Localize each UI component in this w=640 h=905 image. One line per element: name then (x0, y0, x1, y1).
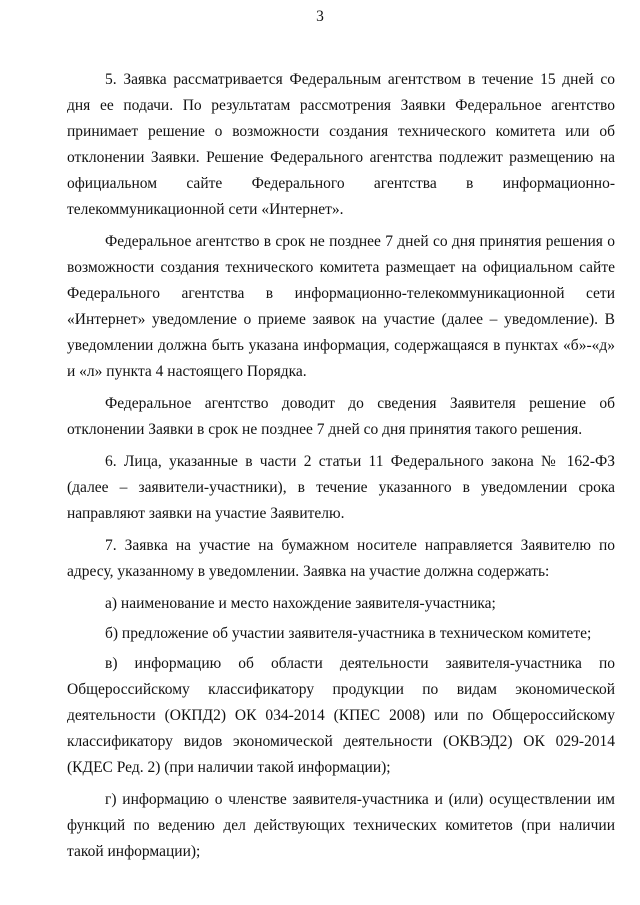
document-body (67, 67, 615, 871)
paragraph-clause-5: 5. Заявка рассматривается Федеральным агентством в течение 15 дней со дня ее подачи. По результатам рассмотрения Заявки Федеральное агентство принимает решение о возможности создания технического комитета или об отклонении Заявки. Решение Федерального агентства подлежит размещению на официальном сайте Федерального агентства в информационно-телекоммуникационной сети «Интернет». (67, 71, 615, 218)
list-item-v: в) информацию об области деятельности заявителя-участника по Общероссийскому классификатору продукции по видам экономической деятельности (ОКПД2) ОК 034-2014 (КПЕС 2008) или по Общероссийскому классификатору видов экономической деятельности (ОКВЭД2) ОК 029-2014 (КДЕС Ред. 2) (при наличии такой информации); (67, 655, 615, 776)
list-item-g: г) информацию о членстве заявителя-участника и (или) осуществлении им функций по ведению дел действующих технических комитетов (при наличии такой информации); (67, 791, 615, 860)
paragraph-clause-7: 7. Заявка на участие на бумажном носителе направляется Заявителю по адресу, указанному в уведомлении. Заявка на участие должна содержать: (67, 537, 615, 580)
page-number: 3 (316, 8, 324, 25)
paragraph-rejection: Федеральное агентство доводит до сведения Заявителя решение об отклонении Заявки в срок не позднее 7 дней со дня принятия такого решения. (67, 395, 615, 438)
list-item-b: б) предложение об участии заявителя-участника в техническом комитете; (105, 625, 592, 642)
paragraph-clause-6: 6. Лица, указанные в части 2 статьи 11 Федерального закона № 162-ФЗ (далее – заявители-участники), в течение указанного в уведомлении срока направляют заявки на участие Заявителю. (67, 453, 615, 522)
paragraph-notification: Федеральное агентство в срок не позднее 7 дней со дня принятия решения о возможности создания технического комитета размещает на официальном сайте Федерального агентства в информационно-телекоммуникационной сети «Интернет» уведомление о приеме заявок на участие (далее – уведомление). В уведомлении должна быть указана информация, содержащаяся в пунктах «б»-«д» и «л» пункта 4 настоящего Порядка. (67, 233, 615, 380)
list-item-a: а) наименование и место нахождение заявителя-участника; (105, 595, 496, 612)
